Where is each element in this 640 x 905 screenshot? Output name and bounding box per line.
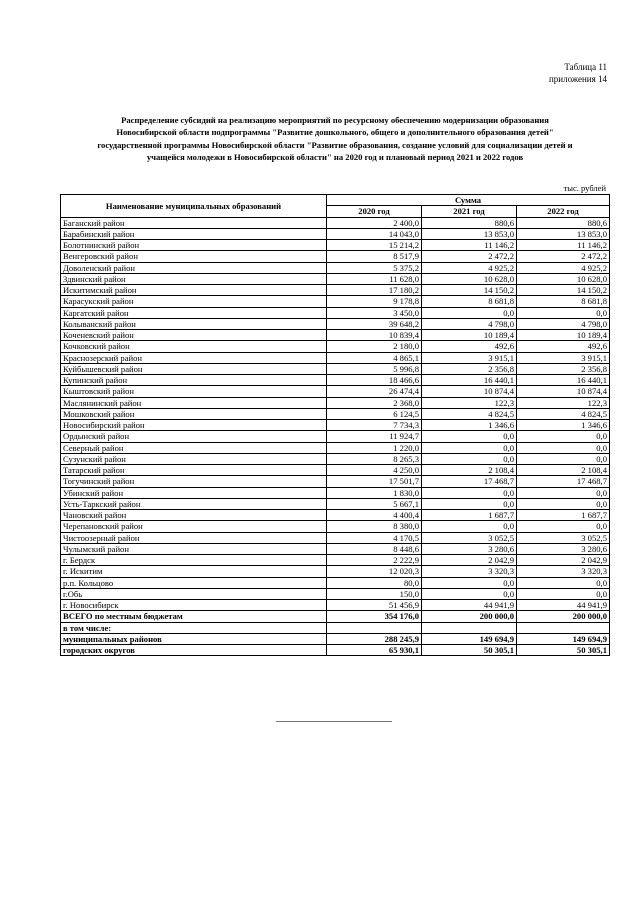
municipality-name: Барабинский район	[61, 228, 327, 239]
value-2022: 13 853,0	[517, 228, 610, 239]
value-2022: 10 874,4	[517, 386, 610, 397]
value-2021: 4 925,2	[422, 262, 517, 273]
value-2022: 10 189,4	[517, 330, 610, 341]
table-row	[61, 307, 610, 318]
municipality-name: Искитимский район	[61, 285, 327, 296]
table-row	[61, 408, 610, 419]
value-2020: 9 178,8	[327, 296, 422, 307]
value-2021: 17 468,7	[422, 476, 517, 487]
value-2022: 0,0	[517, 521, 610, 532]
value-2021: 0,0	[422, 577, 517, 588]
units-label: тыс. рублей	[563, 183, 606, 193]
table-reference	[549, 61, 607, 85]
value-2020: 65 930,1	[327, 645, 422, 656]
value-2022: 16 440,1	[517, 375, 610, 386]
value-2022: 0,0	[517, 307, 610, 318]
appendix-number: приложения 14	[548, 74, 607, 84]
value-2021: 50 305,1	[422, 645, 517, 656]
value-2021: 16 440,1	[422, 375, 517, 386]
title-line: Распределение субсидий на реализацию мероприятий по ресурсному обеспечению модернизации образования	[121, 115, 549, 125]
value-2022: 0,0	[517, 453, 610, 464]
value-2021: 0,0	[422, 307, 517, 318]
value-2020: 18 466,6	[327, 375, 422, 386]
value-2020: 5 667,1	[327, 498, 422, 509]
value-2021: 2 356,8	[422, 363, 517, 374]
value-2020: 8 448,6	[327, 543, 422, 554]
municipality-name: г. Искитим	[61, 566, 327, 577]
value-2021: 0,0	[422, 588, 517, 599]
table-row	[61, 588, 610, 599]
title-line: Новосибирской области подпрограммы "Развитие дошкольного, общего и дополнительного образования детей"	[116, 127, 554, 138]
footer-divider	[276, 721, 392, 722]
value-2020: 11 924,7	[327, 431, 422, 442]
table-row	[61, 442, 610, 453]
municipality-name: Тогучинский район	[61, 476, 327, 487]
value-2021: 14 150,2	[422, 285, 517, 296]
value-2020: 26 474,4	[327, 386, 422, 397]
title-line: учащейся молодежи в Новосибирской области" на 2020 год и плановый период 2021 и 2022 годов	[146, 152, 524, 163]
value-2021: 0,0	[422, 442, 517, 453]
municipality-name: городских округов	[61, 645, 327, 656]
value-2020: 4 170,5	[327, 532, 422, 543]
table-row	[61, 397, 610, 408]
municipality-name: Кыштовский район	[61, 386, 327, 397]
table-row	[61, 498, 610, 509]
table-row	[61, 262, 610, 273]
value-2020: 8 380,0	[327, 521, 422, 532]
value-2021: 4 824,5	[422, 408, 517, 419]
value-2020: 11 628,0	[327, 273, 422, 284]
municipality-name: муниципальных районов	[61, 633, 327, 644]
value-2020: 6 124,5	[327, 408, 422, 419]
municipality-name: в том числе:	[61, 622, 327, 633]
value-2020: 1 830,0	[327, 487, 422, 498]
value-2020	[327, 622, 422, 633]
table-row	[61, 476, 610, 487]
value-2022: 200 000,0	[517, 611, 610, 622]
value-2022	[517, 622, 610, 633]
total-row	[61, 611, 610, 622]
value-2021: 122,3	[422, 397, 517, 408]
value-2022: 2 472,2	[517, 251, 610, 262]
table-row	[61, 318, 610, 329]
value-2022: 0,0	[517, 431, 610, 442]
value-2022: 880,6	[517, 217, 610, 228]
value-2022: 4 925,2	[517, 262, 610, 273]
value-2022: 14 150,2	[517, 285, 610, 296]
value-2020: 17 180,2	[327, 285, 422, 296]
table-row	[61, 465, 610, 476]
municipality-name: Чулымский район	[61, 543, 327, 554]
table-row	[61, 543, 610, 554]
table-row	[61, 577, 610, 588]
value-2022: 11 146,2	[517, 240, 610, 251]
table-row	[61, 330, 610, 341]
value-2022: 492,6	[517, 341, 610, 352]
value-2022: 17 468,7	[517, 476, 610, 487]
value-2020: 14 043,0	[327, 228, 422, 239]
municipality-name: ВСЕГО по местным бюджетам	[61, 611, 327, 622]
table-row	[61, 296, 610, 307]
value-2022: 2 108,4	[517, 465, 610, 476]
value-2020: 39 648,2	[327, 318, 422, 329]
value-2021: 11 146,2	[422, 240, 517, 251]
value-2020: 2 180,0	[327, 341, 422, 352]
value-2021	[422, 622, 517, 633]
table-row	[61, 521, 610, 532]
value-2021: 492,6	[422, 341, 517, 352]
table-row	[61, 341, 610, 352]
value-2022: 4 824,5	[517, 408, 610, 419]
value-2022: 8 681,8	[517, 296, 610, 307]
table-row	[61, 363, 610, 374]
value-2021: 0,0	[422, 431, 517, 442]
value-2020: 8 265,3	[327, 453, 422, 464]
value-2022: 3 052,5	[517, 532, 610, 543]
table-row	[61, 510, 610, 521]
municipality-name: г. Бердск	[61, 555, 327, 566]
municipality-name: Северный район	[61, 442, 327, 453]
municipality-name: Мошковский район	[61, 408, 327, 419]
municipality-name: Чистоозерный район	[61, 532, 327, 543]
value-2021: 44 941,9	[422, 600, 517, 611]
header-year-2020: 2020 год	[327, 206, 422, 217]
value-2022: 122,3	[517, 397, 610, 408]
value-2022: 44 941,9	[517, 600, 610, 611]
value-2020: 51 456,9	[327, 600, 422, 611]
table-row	[61, 251, 610, 262]
value-2022: 0,0	[517, 442, 610, 453]
value-2021: 3 052,5	[422, 532, 517, 543]
subsidy-table	[60, 194, 610, 656]
value-2020: 17 501,7	[327, 476, 422, 487]
value-2021: 3 280,6	[422, 543, 517, 554]
title-line: государственной программы Новосибирской области "Развитие образования, создание условий для социализации детей и	[97, 139, 573, 150]
value-2021: 8 681,8	[422, 296, 517, 307]
municipality-name: Кочковский район	[61, 341, 327, 352]
table-row	[61, 375, 610, 386]
municipality-name: Болотнинский район	[61, 240, 327, 251]
value-2020: 10 839,4	[327, 330, 422, 341]
value-2022: 0,0	[517, 487, 610, 498]
value-2022: 2 042,9	[517, 555, 610, 566]
value-2020: 288 245,9	[327, 633, 422, 644]
value-2021: 4 798,0	[422, 318, 517, 329]
table-row	[61, 386, 610, 397]
municipality-name: Черепановский район	[61, 521, 327, 532]
value-2021: 200 000,0	[422, 611, 517, 622]
header-year-2022: 2022 год	[517, 206, 610, 217]
municipality-name: Убинский район	[61, 487, 327, 498]
value-2020: 5 375,2	[327, 262, 422, 273]
value-2021: 3 320,3	[422, 566, 517, 577]
table-row	[61, 228, 610, 239]
value-2020: 2 400,0	[327, 217, 422, 228]
table-row	[61, 431, 610, 442]
municipality-name: Венгеровский район	[61, 251, 327, 262]
table-row	[61, 453, 610, 464]
value-2021: 2 472,2	[422, 251, 517, 262]
municipality-name: Здвинский район	[61, 273, 327, 284]
table-row	[61, 285, 610, 296]
value-2022: 1 687,7	[517, 510, 610, 521]
value-2021: 880,6	[422, 217, 517, 228]
municipality-name: г. Новосибирск	[61, 600, 327, 611]
municipality-name: Чановский район	[61, 510, 327, 521]
municipality-name: Усть-Таркский район	[61, 498, 327, 509]
municipality-name: Купинский район	[61, 375, 327, 386]
municipality-name: Баганский район	[61, 217, 327, 228]
value-2021: 10 189,4	[422, 330, 517, 341]
value-2020: 4 865,1	[327, 352, 422, 363]
value-2020: 2 222,9	[327, 555, 422, 566]
value-2020: 150,0	[327, 588, 422, 599]
municipality-name: Колыванский район	[61, 318, 327, 329]
value-2022: 50 305,1	[517, 645, 610, 656]
header-year-2021: 2021 год	[422, 206, 517, 217]
value-2022: 149 694,9	[517, 633, 610, 644]
value-2020: 1 220,0	[327, 442, 422, 453]
table-row	[61, 566, 610, 577]
table-row	[61, 532, 610, 543]
value-2021: 1 687,7	[422, 510, 517, 521]
table-row	[61, 420, 610, 431]
value-2022: 10 628,0	[517, 273, 610, 284]
value-2022: 3 280,6	[517, 543, 610, 554]
table-row	[61, 487, 610, 498]
value-2021: 0,0	[422, 487, 517, 498]
value-2020: 8 517,9	[327, 251, 422, 262]
municipality-name: Татарский район	[61, 465, 327, 476]
municipality-name: Краснозерский район	[61, 352, 327, 363]
table-number: Таблица 11	[564, 62, 607, 72]
value-2020: 12 020,3	[327, 566, 422, 577]
municipality-name: Ордынский район	[61, 431, 327, 442]
header-sum: Сумма	[327, 195, 610, 206]
value-2020: 4 400,4	[327, 510, 422, 521]
value-2021: 0,0	[422, 453, 517, 464]
value-2022: 3 915,1	[517, 352, 610, 363]
value-2020: 7 734,3	[327, 420, 422, 431]
value-2020: 5 996,8	[327, 363, 422, 374]
value-2021: 10 628,0	[422, 273, 517, 284]
header-name-column: Наименование муниципальных образований	[61, 195, 327, 218]
value-2020: 15 214,2	[327, 240, 422, 251]
municipality-name: г.Обь	[61, 588, 327, 599]
total-row	[61, 622, 610, 633]
municipality-name: Каргатский район	[61, 307, 327, 318]
municipality-name: р.п. Кольцово	[61, 577, 327, 588]
value-2022: 1 346,6	[517, 420, 610, 431]
municipality-name: Куйбышевский район	[61, 363, 327, 374]
document-title	[60, 114, 610, 164]
table-row	[61, 217, 610, 228]
municipality-name: Доволенский район	[61, 262, 327, 273]
value-2022: 0,0	[517, 588, 610, 599]
total-row	[61, 633, 610, 644]
value-2021: 0,0	[422, 498, 517, 509]
value-2020: 3 450,0	[327, 307, 422, 318]
table-row	[61, 240, 610, 251]
table-row	[61, 352, 610, 363]
table-row	[61, 600, 610, 611]
value-2022: 4 798,0	[517, 318, 610, 329]
value-2022: 0,0	[517, 577, 610, 588]
total-row	[61, 645, 610, 656]
value-2022: 2 356,8	[517, 363, 610, 374]
value-2021: 10 874,4	[422, 386, 517, 397]
table-body	[61, 217, 610, 656]
municipality-name: Маслянинский район	[61, 397, 327, 408]
value-2022: 0,0	[517, 498, 610, 509]
table-row	[61, 555, 610, 566]
municipality-name: Коченевский район	[61, 330, 327, 341]
value-2020: 2 368,0	[327, 397, 422, 408]
value-2021: 149 694,9	[422, 633, 517, 644]
table-row	[61, 273, 610, 284]
value-2021: 3 915,1	[422, 352, 517, 363]
value-2020: 80,0	[327, 577, 422, 588]
value-2022: 3 320,3	[517, 566, 610, 577]
municipality-name: Новосибирский район	[61, 420, 327, 431]
value-2021: 0,0	[422, 521, 517, 532]
value-2021: 1 346,6	[422, 420, 517, 431]
value-2020: 354 176,0	[327, 611, 422, 622]
value-2021: 2 108,4	[422, 465, 517, 476]
value-2021: 13 853,0	[422, 228, 517, 239]
municipality-name: Карасукский район	[61, 296, 327, 307]
value-2021: 2 042,9	[422, 555, 517, 566]
municipality-name: Сузунский район	[61, 453, 327, 464]
value-2020: 4 250,0	[327, 465, 422, 476]
